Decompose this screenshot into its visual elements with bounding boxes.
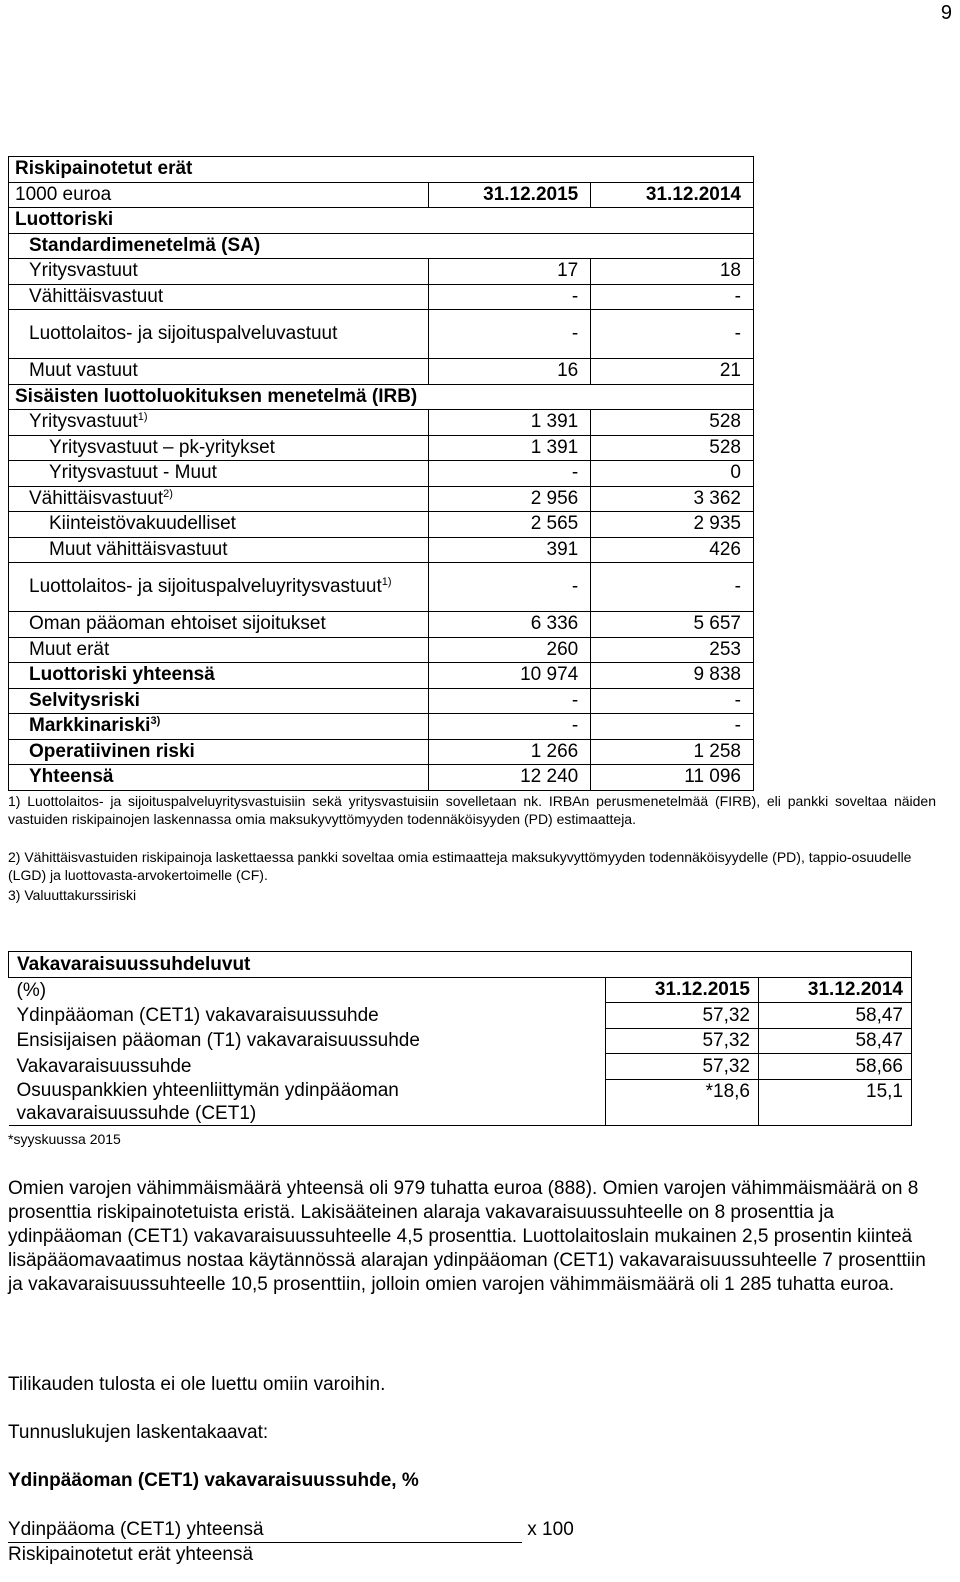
value-2015: - xyxy=(428,688,591,714)
value-2014: - xyxy=(591,688,754,714)
value-2014: 528 xyxy=(591,435,754,461)
footnote-ref: 3) xyxy=(150,715,161,728)
value-2014: 2 935 xyxy=(591,512,754,538)
column-header-2014: 31.12.2014 xyxy=(591,182,754,208)
table-row xyxy=(9,259,754,285)
footnote-ref: 1) xyxy=(137,411,148,424)
page-number: 9 xyxy=(940,2,952,24)
table-row xyxy=(9,410,754,436)
formula-numerator: Ydinpääoma (CET1) yhteensä xyxy=(8,1518,522,1543)
row-label: Muut erät xyxy=(9,637,429,663)
row-label: Yritysvastuut xyxy=(9,259,429,285)
table-row xyxy=(9,359,754,385)
row-label: Kiinteistövakuudelliset xyxy=(9,512,429,538)
value-2015: 2 956 xyxy=(428,486,591,512)
value-2015: 57,32 xyxy=(606,1028,759,1054)
table-header-row xyxy=(9,182,754,208)
value-2014: 58,47 xyxy=(759,1028,912,1054)
table-row xyxy=(9,512,754,538)
table-row xyxy=(9,714,754,740)
table-row xyxy=(9,310,754,359)
value-2015: - xyxy=(428,310,591,359)
value-2014: 58,66 xyxy=(759,1054,912,1080)
row-label: Yritysvastuut$^{1)}$ xyxy=(9,410,429,436)
formula-multiplier: x 100 xyxy=(527,1519,574,1540)
table-row xyxy=(9,284,754,310)
footnote-ref: 1) xyxy=(381,576,392,588)
risk-weighted-items-table xyxy=(8,156,754,791)
row-label: Operatiivinen riski xyxy=(9,739,429,765)
value-2014: 9 838 xyxy=(591,663,754,689)
value-2014: 15,1 xyxy=(759,1079,912,1126)
table-title: Vakavaraisuussuhdeluvut xyxy=(9,952,912,978)
table-row xyxy=(9,637,754,663)
value-2015: 1 266 xyxy=(428,739,591,765)
section-heading: Luottoriski xyxy=(9,208,754,234)
value-2014: 11 096 xyxy=(591,765,754,791)
row-label: Selvitysriski xyxy=(9,688,429,714)
column-header-2015: 31.12.2015 xyxy=(606,977,759,1003)
value-2015: 57,32 xyxy=(606,1054,759,1080)
row-label: Vakavaraisuussuhde xyxy=(9,1054,606,1080)
value-2014: - xyxy=(591,310,754,359)
formula-numerator-line xyxy=(8,1518,574,1543)
row-label: Ensisijaisen pääoman (T1) vakavaraisuussuhde xyxy=(9,1028,606,1054)
table-row xyxy=(9,739,754,765)
row-label: Vähittäisvastuut$^{2)}$ xyxy=(9,486,429,512)
table-row xyxy=(9,461,754,487)
value-2015: 1 391 xyxy=(428,410,591,436)
value-2014: 18 xyxy=(591,259,754,285)
paragraph-capital-requirements: Omien varojen vähimmäismäärä yhteensä oli 979 tuhatta euroa (888). Omien varojen vähimmäismäärä on 8 prosenttia riskipainotetuista eristä. Lakisääteinen alaraja vakavaraisuussuhteelle on 8 prosenttia ja ydinpääoman (CET1) vakavaraisuussuhteelle 4,5 prosenttia. Luottolaitoslain mukainen 2,5 prosentin kiinteä lisäpääomavaatimus nostaa käytännössä alarajan ydinpääoman (CET1) vakavaraisuussuhteelle 7 prosenttiin ja vakavaraisuussuhteelle 10,5 prosenttiin, jolloin omien varojen vähimmäismäärä oli 1 285 tuhatta euroa. xyxy=(8,1178,926,1295)
table-row xyxy=(9,486,754,512)
value-2014: 3 362 xyxy=(591,486,754,512)
row-label: Luottolaitos- ja sijoituspalveluyritysvastuut$^{1)}$ xyxy=(9,563,429,612)
row-label: Muut vähittäisvastuut xyxy=(9,537,429,563)
row-label: Markkinariski$^{3)}$ xyxy=(9,714,429,740)
value-2015: 10 974 xyxy=(428,663,591,689)
value-2015: 12 240 xyxy=(428,765,591,791)
table-row xyxy=(9,663,754,689)
row-label: Luottoriski yhteensä xyxy=(9,663,429,689)
value-2015: - xyxy=(428,284,591,310)
row-label: Muut vastuut xyxy=(9,359,429,385)
capital-ratios-table xyxy=(8,951,912,1126)
value-2014: - xyxy=(591,714,754,740)
value-2014: - xyxy=(591,284,754,310)
footnote-3: 3) Valuuttakurssiriski xyxy=(8,887,137,903)
value-2015: - xyxy=(428,461,591,487)
paragraph-formulas-intro: Tunnuslukujen laskentakaavat: xyxy=(8,1422,269,1443)
column-header-2015: 31.12.2015 xyxy=(428,182,591,208)
table-title-row xyxy=(9,157,754,183)
value-2015: *18,6 xyxy=(606,1079,759,1126)
footnote-1: 1) Luottolaitos- ja sijoituspalveluyritysvastuisiin sekä yritysvastuisiin sovelletaan nk. IRBAn perusmenetelmää (FIRB), eli pankki soveltaa näiden vastuiden riskipainojen laskennassa omia maksukyvyttömyyden todennäköisyyden (PD) estimaatteja. xyxy=(8,793,936,827)
value-2014: 0 xyxy=(591,461,754,487)
table-header-row xyxy=(9,977,912,1003)
table-row xyxy=(9,765,754,791)
formula-denominator: Riskipainotetut erät yhteensä xyxy=(8,1544,254,1565)
row-label: Yritysvastuut - Muut xyxy=(9,461,429,487)
section-heading: Sisäisten luottoluokituksen menetelmä (IRB) xyxy=(9,384,754,410)
value-2015: 2 565 xyxy=(428,512,591,538)
row-label: Vähittäisvastuut xyxy=(9,284,429,310)
footnote-ref: 2) xyxy=(163,487,173,500)
row-label: Osuuspankkien yhteenliittymän ydinpääoman vakavaraisuussuhde (CET1) xyxy=(9,1079,606,1126)
table-row xyxy=(9,1028,912,1054)
value-2014: - xyxy=(591,563,754,612)
value-2014: 5 657 xyxy=(591,612,754,638)
unit-label: 1000 euroa xyxy=(9,182,429,208)
value-2014: 58,47 xyxy=(759,1003,912,1029)
table-row xyxy=(9,563,754,612)
value-2015: 17 xyxy=(428,259,591,285)
table-row xyxy=(9,1054,912,1080)
row-label: Oman pääoman ehtoiset sijoitukset xyxy=(9,612,429,638)
table-row xyxy=(9,688,754,714)
value-2014: 528 xyxy=(591,410,754,436)
value-2015: 6 336 xyxy=(428,612,591,638)
value-2015: 1 391 xyxy=(428,435,591,461)
footnote-2: 2) Vähittäisvastuiden riskipainoja laskettaessa pankki soveltaa omia estimaatteja maksukyvyttömyyden todennäköisyydelle (PD), tappio-osuudelle (LGD) ja luottovasta-arvokertoimelle (CF). xyxy=(8,849,912,883)
paragraph-profit-note: Tilikauden tulosta ei ole luettu omiin varoihin. xyxy=(8,1374,386,1395)
value-2014: 1 258 xyxy=(591,739,754,765)
value-2015: - xyxy=(428,563,591,612)
column-header-2014: 31.12.2014 xyxy=(759,977,912,1003)
table-row xyxy=(9,537,754,563)
unit-label: (%) xyxy=(9,977,606,1003)
value-2014: 253 xyxy=(591,637,754,663)
table-title: Riskipainotetut erät xyxy=(9,157,754,183)
row-label: Yritysvastuut – pk-yritykset xyxy=(9,435,429,461)
table-row xyxy=(9,435,754,461)
section-heading: Standardimenetelmä (SA) xyxy=(9,233,754,259)
row-label: Yhteensä xyxy=(9,765,429,791)
value-2015: 16 xyxy=(428,359,591,385)
value-2014: 426 xyxy=(591,537,754,563)
value-2015: - xyxy=(428,714,591,740)
table-row xyxy=(9,1003,912,1029)
value-2015: 391 xyxy=(428,537,591,563)
value-2014: 21 xyxy=(591,359,754,385)
row-label: Luottolaitos- ja sijoituspalveluvastuut xyxy=(9,310,429,359)
value-2015: 260 xyxy=(428,637,591,663)
table-row xyxy=(9,1079,912,1126)
formula-heading: Ydinpääoman (CET1) vakavaraisuussuhde, % xyxy=(8,1470,419,1491)
value-2015: 57,32 xyxy=(606,1003,759,1029)
row-label: Ydinpääoman (CET1) vakavaraisuussuhde xyxy=(9,1003,606,1029)
table-row xyxy=(9,612,754,638)
ratio-table-note: *syyskuussa 2015 xyxy=(8,1131,121,1147)
